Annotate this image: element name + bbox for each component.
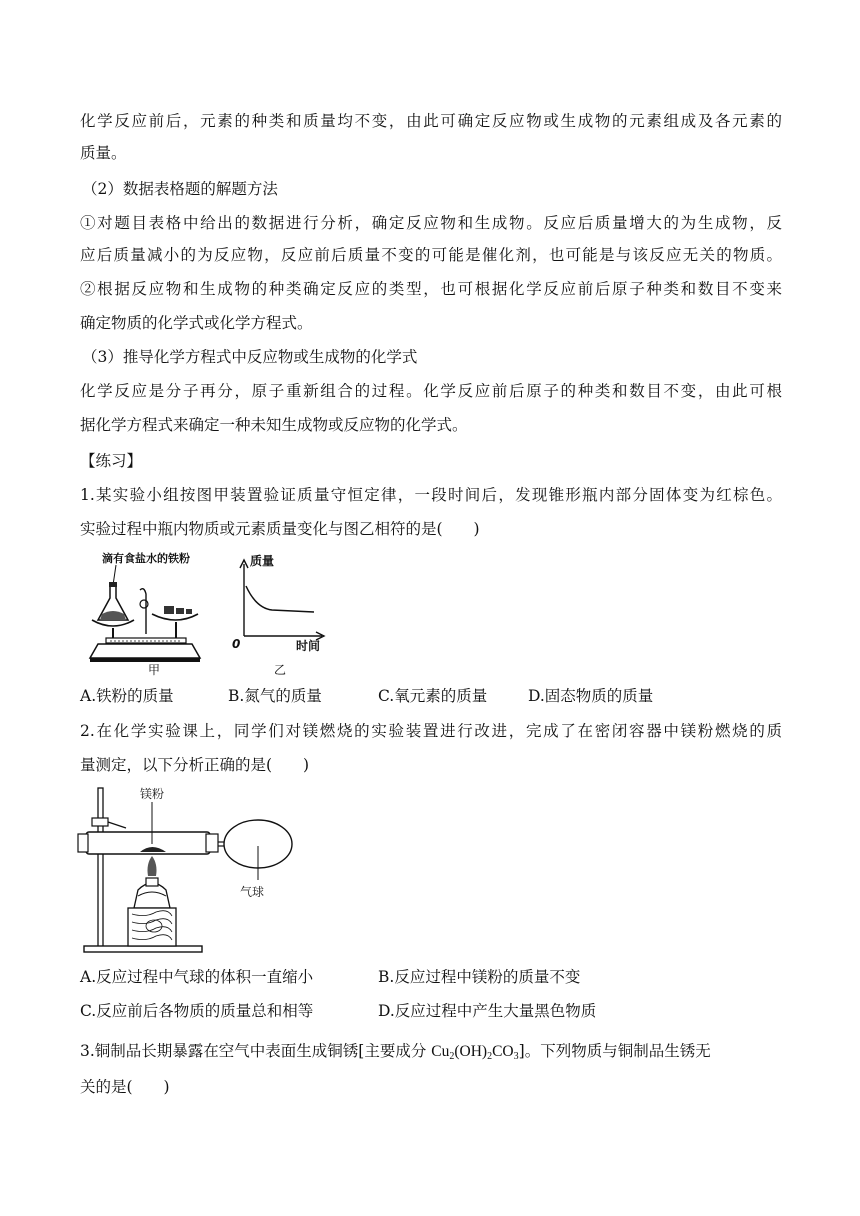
formula-oh-subscript: 2 (487, 1051, 493, 1062)
q1-line-1: 1.某实验小组按图甲装置验证质量守恒定律，一段时间后，发现锥形瓶内部分固体变为红棕色。 (80, 486, 782, 504)
q2-line-1: 2.在化学实验课上，同学们对镁燃烧的实验装置进行改进，完成了在密闭容器中镁粉燃烧的质 (80, 722, 782, 740)
q3-formula (431, 1043, 518, 1060)
section-3-heading: （3）推导化学方程式中反应物或生成物的化学式 (82, 348, 418, 366)
figure-b-origin: 0 (232, 637, 241, 651)
q1-option-d: D.固态物质的质量 (528, 687, 654, 705)
section-3-line-1: 化学反应是分子再分，原子重新组合的过程。化学反应前后原子的种类和数目不变，由此可根 (80, 382, 782, 400)
q1-option-c: C.氧元素的质量 (378, 687, 488, 705)
figure-magnesium-apparatus (76, 784, 316, 956)
q1-option-b: B.氮气的质量 (228, 687, 322, 705)
q3-line-1-pre: 3.铜制品长期暴露在空气中表面生成铜锈[主要成分 (80, 1042, 427, 1060)
q2-option-a: A.反应过程中气球的体积一直缩小 (80, 968, 314, 986)
mass-time-graph (230, 548, 330, 676)
q1-line-2: 实验过程中瓶内物质或元素质量变化与图乙相符的是( ) (80, 520, 480, 538)
q2-option-c: C.反应前后各物质的质量总和相等 (80, 1002, 314, 1020)
practice-label: 【练习】 (80, 452, 143, 470)
intro-line-1: 化学反应前后，元素的种类和质量均不变，由此可确定反应物或生成物的元素组成及各元素的 (80, 112, 782, 130)
balance-illustration (80, 548, 230, 676)
section-2-p1-line-1: ①对题目表格中给出的数据进行分析，确定反应物和生成物。反应后质量增大的为生成物，反 (80, 214, 782, 232)
q2-option-d: D.反应过程中产生大量黑色物质 (378, 1002, 597, 1020)
figure-a-label: 滴有食盐水的铁粉 (102, 552, 190, 565)
section-2-p2-line-1: ②根据反应物和生成物的种类确定反应的类型，也可根据化学反应前后原子种类和数目不变来 (80, 280, 782, 298)
formula-co: CO (492, 1043, 514, 1060)
figure-a-balance (80, 548, 230, 676)
formula-co-subscript: 3 (513, 1051, 519, 1062)
figure-label-balloon: 气球 (240, 885, 265, 899)
figure-a-caption: 甲 (148, 663, 161, 676)
formula-cu-subscript: 2 (449, 1051, 455, 1062)
q2-line-2: 量测定，以下分析正确的是( ) (80, 756, 310, 774)
q3-line-1 (80, 1040, 711, 1068)
q3-line-1-post: ]。下列物质与铜制品生锈无 (518, 1042, 711, 1060)
figure-b-caption: 乙 (274, 663, 287, 676)
section-2-p2-line-2: 确定物质的化学式或化学方程式。 (80, 314, 313, 332)
intro-line-2: 质量。 (80, 144, 127, 162)
section-3-line-2: 据化学方程式来确定一种未知生成物或反应物的化学式。 (80, 416, 468, 434)
section-2-p1-line-2: 应后质量减小的为反应物，反应前后质量不变的可能是催化剂，也可能是与该反应无关的物质。 (80, 246, 782, 264)
q3-line-2: 关的是( ) (80, 1078, 170, 1096)
formula-oh: (OH) (454, 1043, 488, 1060)
figure-b-ylabel: 质量 (250, 554, 275, 568)
formula-cu: Cu (431, 1043, 450, 1060)
section-2-heading: （2）数据表格题的解题方法 (82, 180, 278, 198)
q1-option-a: A.铁粉的质量 (80, 687, 174, 705)
figure-label-magnesium: 镁粉 (140, 787, 165, 801)
figure-b-graph (230, 548, 330, 676)
q2-option-b: B.反应过程中镁粉的质量不变 (378, 968, 581, 986)
figure-b-xlabel: 时间 (296, 639, 321, 653)
apparatus-illustration (76, 784, 316, 956)
